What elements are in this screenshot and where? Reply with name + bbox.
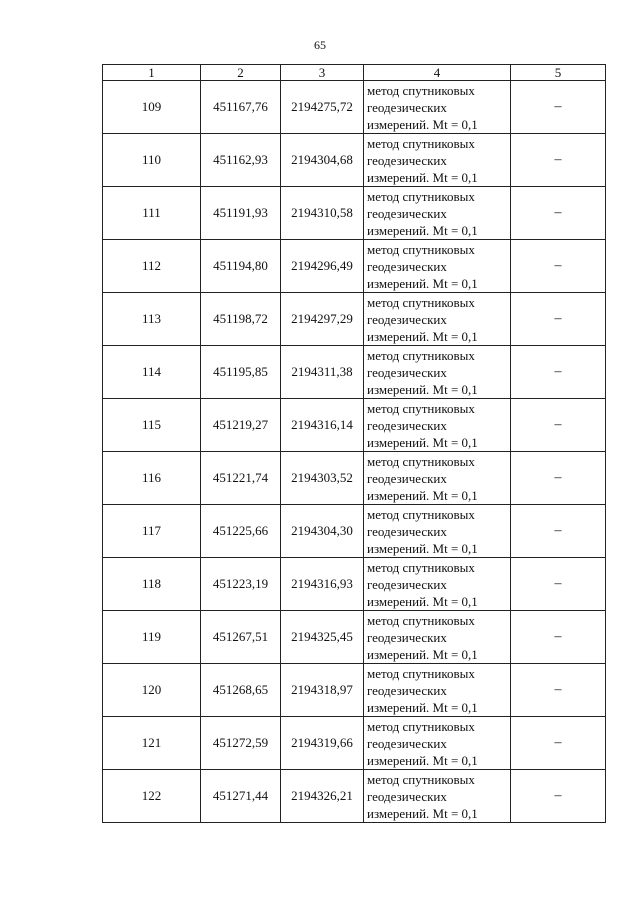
- method-line: измерений. Mt = 0,1: [367, 540, 478, 556]
- table-row: [103, 558, 606, 611]
- x-coordinate-cell: 451162,93: [201, 134, 281, 187]
- header-col-5: 5: [511, 65, 606, 81]
- y-coordinate-cell: 2194275,72: [281, 81, 364, 134]
- table-row: [103, 81, 606, 134]
- method-line: геодезических: [367, 470, 447, 486]
- note-cell: –: [511, 399, 606, 452]
- x-coordinate-cell: 451267,51: [201, 611, 281, 664]
- table-header-row: [103, 65, 606, 81]
- method-line: метод спутниковых: [367, 771, 475, 787]
- method-line: метод спутниковых: [367, 665, 475, 681]
- method-line: геодезических: [367, 629, 447, 645]
- point-number-cell: 111: [103, 187, 201, 240]
- header-col-4: 4: [364, 65, 511, 81]
- method-line: измерений. Mt = 0,1: [367, 434, 478, 450]
- table-row: [103, 452, 606, 505]
- note-cell: –: [511, 293, 606, 346]
- method-cell: [364, 81, 511, 134]
- point-number-cell: 120: [103, 664, 201, 717]
- method-line: геодезических: [367, 523, 447, 539]
- table-row: [103, 240, 606, 293]
- table-row: [103, 770, 606, 823]
- table-row: [103, 717, 606, 770]
- method-cell: [364, 346, 511, 399]
- x-coordinate-cell: 451225,66: [201, 505, 281, 558]
- method-cell: [364, 399, 511, 452]
- point-number-cell: 122: [103, 770, 201, 823]
- method-line: геодезических: [367, 258, 447, 274]
- table-row: [103, 505, 606, 558]
- coordinates-table: [102, 64, 606, 823]
- y-coordinate-cell: 2194304,30: [281, 505, 364, 558]
- point-number-cell: 113: [103, 293, 201, 346]
- x-coordinate-cell: 451272,59: [201, 717, 281, 770]
- method-line: геодезических: [367, 788, 447, 804]
- method-line: геодезических: [367, 152, 447, 168]
- method-cell: [364, 770, 511, 823]
- point-number-cell: 109: [103, 81, 201, 134]
- method-line: геодезических: [367, 311, 447, 327]
- note-cell: –: [511, 664, 606, 717]
- point-number-cell: 119: [103, 611, 201, 664]
- y-coordinate-cell: 2194325,45: [281, 611, 364, 664]
- y-coordinate-cell: 2194297,29: [281, 293, 364, 346]
- point-number-cell: 117: [103, 505, 201, 558]
- method-line: геодезических: [367, 417, 447, 433]
- note-cell: –: [511, 240, 606, 293]
- method-line: измерений. Mt = 0,1: [367, 646, 478, 662]
- note-cell: –: [511, 452, 606, 505]
- method-line: метод спутниковых: [367, 294, 475, 310]
- note-cell: –: [511, 81, 606, 134]
- y-coordinate-cell: 2194316,14: [281, 399, 364, 452]
- method-line: геодезических: [367, 682, 447, 698]
- method-line: геодезических: [367, 205, 447, 221]
- method-line: метод спутниковых: [367, 453, 475, 469]
- header-col-1: 1: [103, 65, 201, 81]
- table-row: [103, 611, 606, 664]
- note-cell: –: [511, 134, 606, 187]
- method-line: измерений. Mt = 0,1: [367, 116, 478, 132]
- y-coordinate-cell: 2194311,38: [281, 346, 364, 399]
- note-cell: –: [511, 611, 606, 664]
- y-coordinate-cell: 2194304,68: [281, 134, 364, 187]
- note-cell: –: [511, 717, 606, 770]
- method-line: метод спутниковых: [367, 612, 475, 628]
- x-coordinate-cell: 451194,80: [201, 240, 281, 293]
- x-coordinate-cell: 451167,76: [201, 81, 281, 134]
- point-number-cell: 121: [103, 717, 201, 770]
- method-line: метод спутниковых: [367, 559, 475, 575]
- method-line: геодезических: [367, 364, 447, 380]
- method-line: геодезических: [367, 735, 447, 751]
- y-coordinate-cell: 2194316,93: [281, 558, 364, 611]
- note-cell: –: [511, 558, 606, 611]
- header-col-2: 2: [201, 65, 281, 81]
- method-line: измерений. Mt = 0,1: [367, 805, 478, 821]
- note-cell: –: [511, 770, 606, 823]
- point-number-cell: 114: [103, 346, 201, 399]
- point-number-cell: 116: [103, 452, 201, 505]
- method-line: измерений. Mt = 0,1: [367, 752, 478, 768]
- y-coordinate-cell: 2194310,58: [281, 187, 364, 240]
- table-row: [103, 346, 606, 399]
- note-cell: –: [511, 505, 606, 558]
- method-line: метод спутниковых: [367, 400, 475, 416]
- method-line: метод спутниковых: [367, 718, 475, 734]
- method-line: геодезических: [367, 576, 447, 592]
- table-row: [103, 134, 606, 187]
- method-line: измерений. Mt = 0,1: [367, 169, 478, 185]
- y-coordinate-cell: 2194296,49: [281, 240, 364, 293]
- method-line: измерений. Mt = 0,1: [367, 487, 478, 503]
- method-line: измерений. Mt = 0,1: [367, 593, 478, 609]
- header-col-3: 3: [281, 65, 364, 81]
- method-cell: [364, 558, 511, 611]
- method-cell: [364, 187, 511, 240]
- x-coordinate-cell: 451223,19: [201, 558, 281, 611]
- x-coordinate-cell: 451219,27: [201, 399, 281, 452]
- x-coordinate-cell: 451191,93: [201, 187, 281, 240]
- method-line: метод спутниковых: [367, 506, 475, 522]
- method-line: метод спутниковых: [367, 241, 475, 257]
- method-line: геодезических: [367, 99, 447, 115]
- table-body: [103, 81, 606, 823]
- table-row: [103, 187, 606, 240]
- x-coordinate-cell: 451271,44: [201, 770, 281, 823]
- point-number-cell: 118: [103, 558, 201, 611]
- method-line: метод спутниковых: [367, 135, 475, 151]
- x-coordinate-cell: 451268,65: [201, 664, 281, 717]
- method-cell: [364, 505, 511, 558]
- method-line: измерений. Mt = 0,1: [367, 699, 478, 715]
- table-row: [103, 399, 606, 452]
- point-number-cell: 112: [103, 240, 201, 293]
- y-coordinate-cell: 2194303,52: [281, 452, 364, 505]
- method-line: метод спутниковых: [367, 347, 475, 363]
- note-cell: –: [511, 187, 606, 240]
- point-number-cell: 115: [103, 399, 201, 452]
- x-coordinate-cell: 451195,85: [201, 346, 281, 399]
- method-line: измерений. Mt = 0,1: [367, 381, 478, 397]
- method-cell: [364, 134, 511, 187]
- method-cell: [364, 293, 511, 346]
- table-row: [103, 664, 606, 717]
- page-number: 65: [314, 38, 326, 52]
- method-line: метод спутниковых: [367, 82, 475, 98]
- method-cell: [364, 452, 511, 505]
- y-coordinate-cell: 2194326,21: [281, 770, 364, 823]
- method-line: метод спутниковых: [367, 188, 475, 204]
- method-line: измерений. Mt = 0,1: [367, 328, 478, 344]
- method-line: измерений. Mt = 0,1: [367, 222, 478, 238]
- method-cell: [364, 664, 511, 717]
- x-coordinate-cell: 451221,74: [201, 452, 281, 505]
- method-cell: [364, 611, 511, 664]
- x-coordinate-cell: 451198,72: [201, 293, 281, 346]
- method-cell: [364, 717, 511, 770]
- y-coordinate-cell: 2194318,97: [281, 664, 364, 717]
- method-line: измерений. Mt = 0,1: [367, 275, 478, 291]
- method-cell: [364, 240, 511, 293]
- y-coordinate-cell: 2194319,66: [281, 717, 364, 770]
- point-number-cell: 110: [103, 134, 201, 187]
- note-cell: –: [511, 346, 606, 399]
- table-row: [103, 293, 606, 346]
